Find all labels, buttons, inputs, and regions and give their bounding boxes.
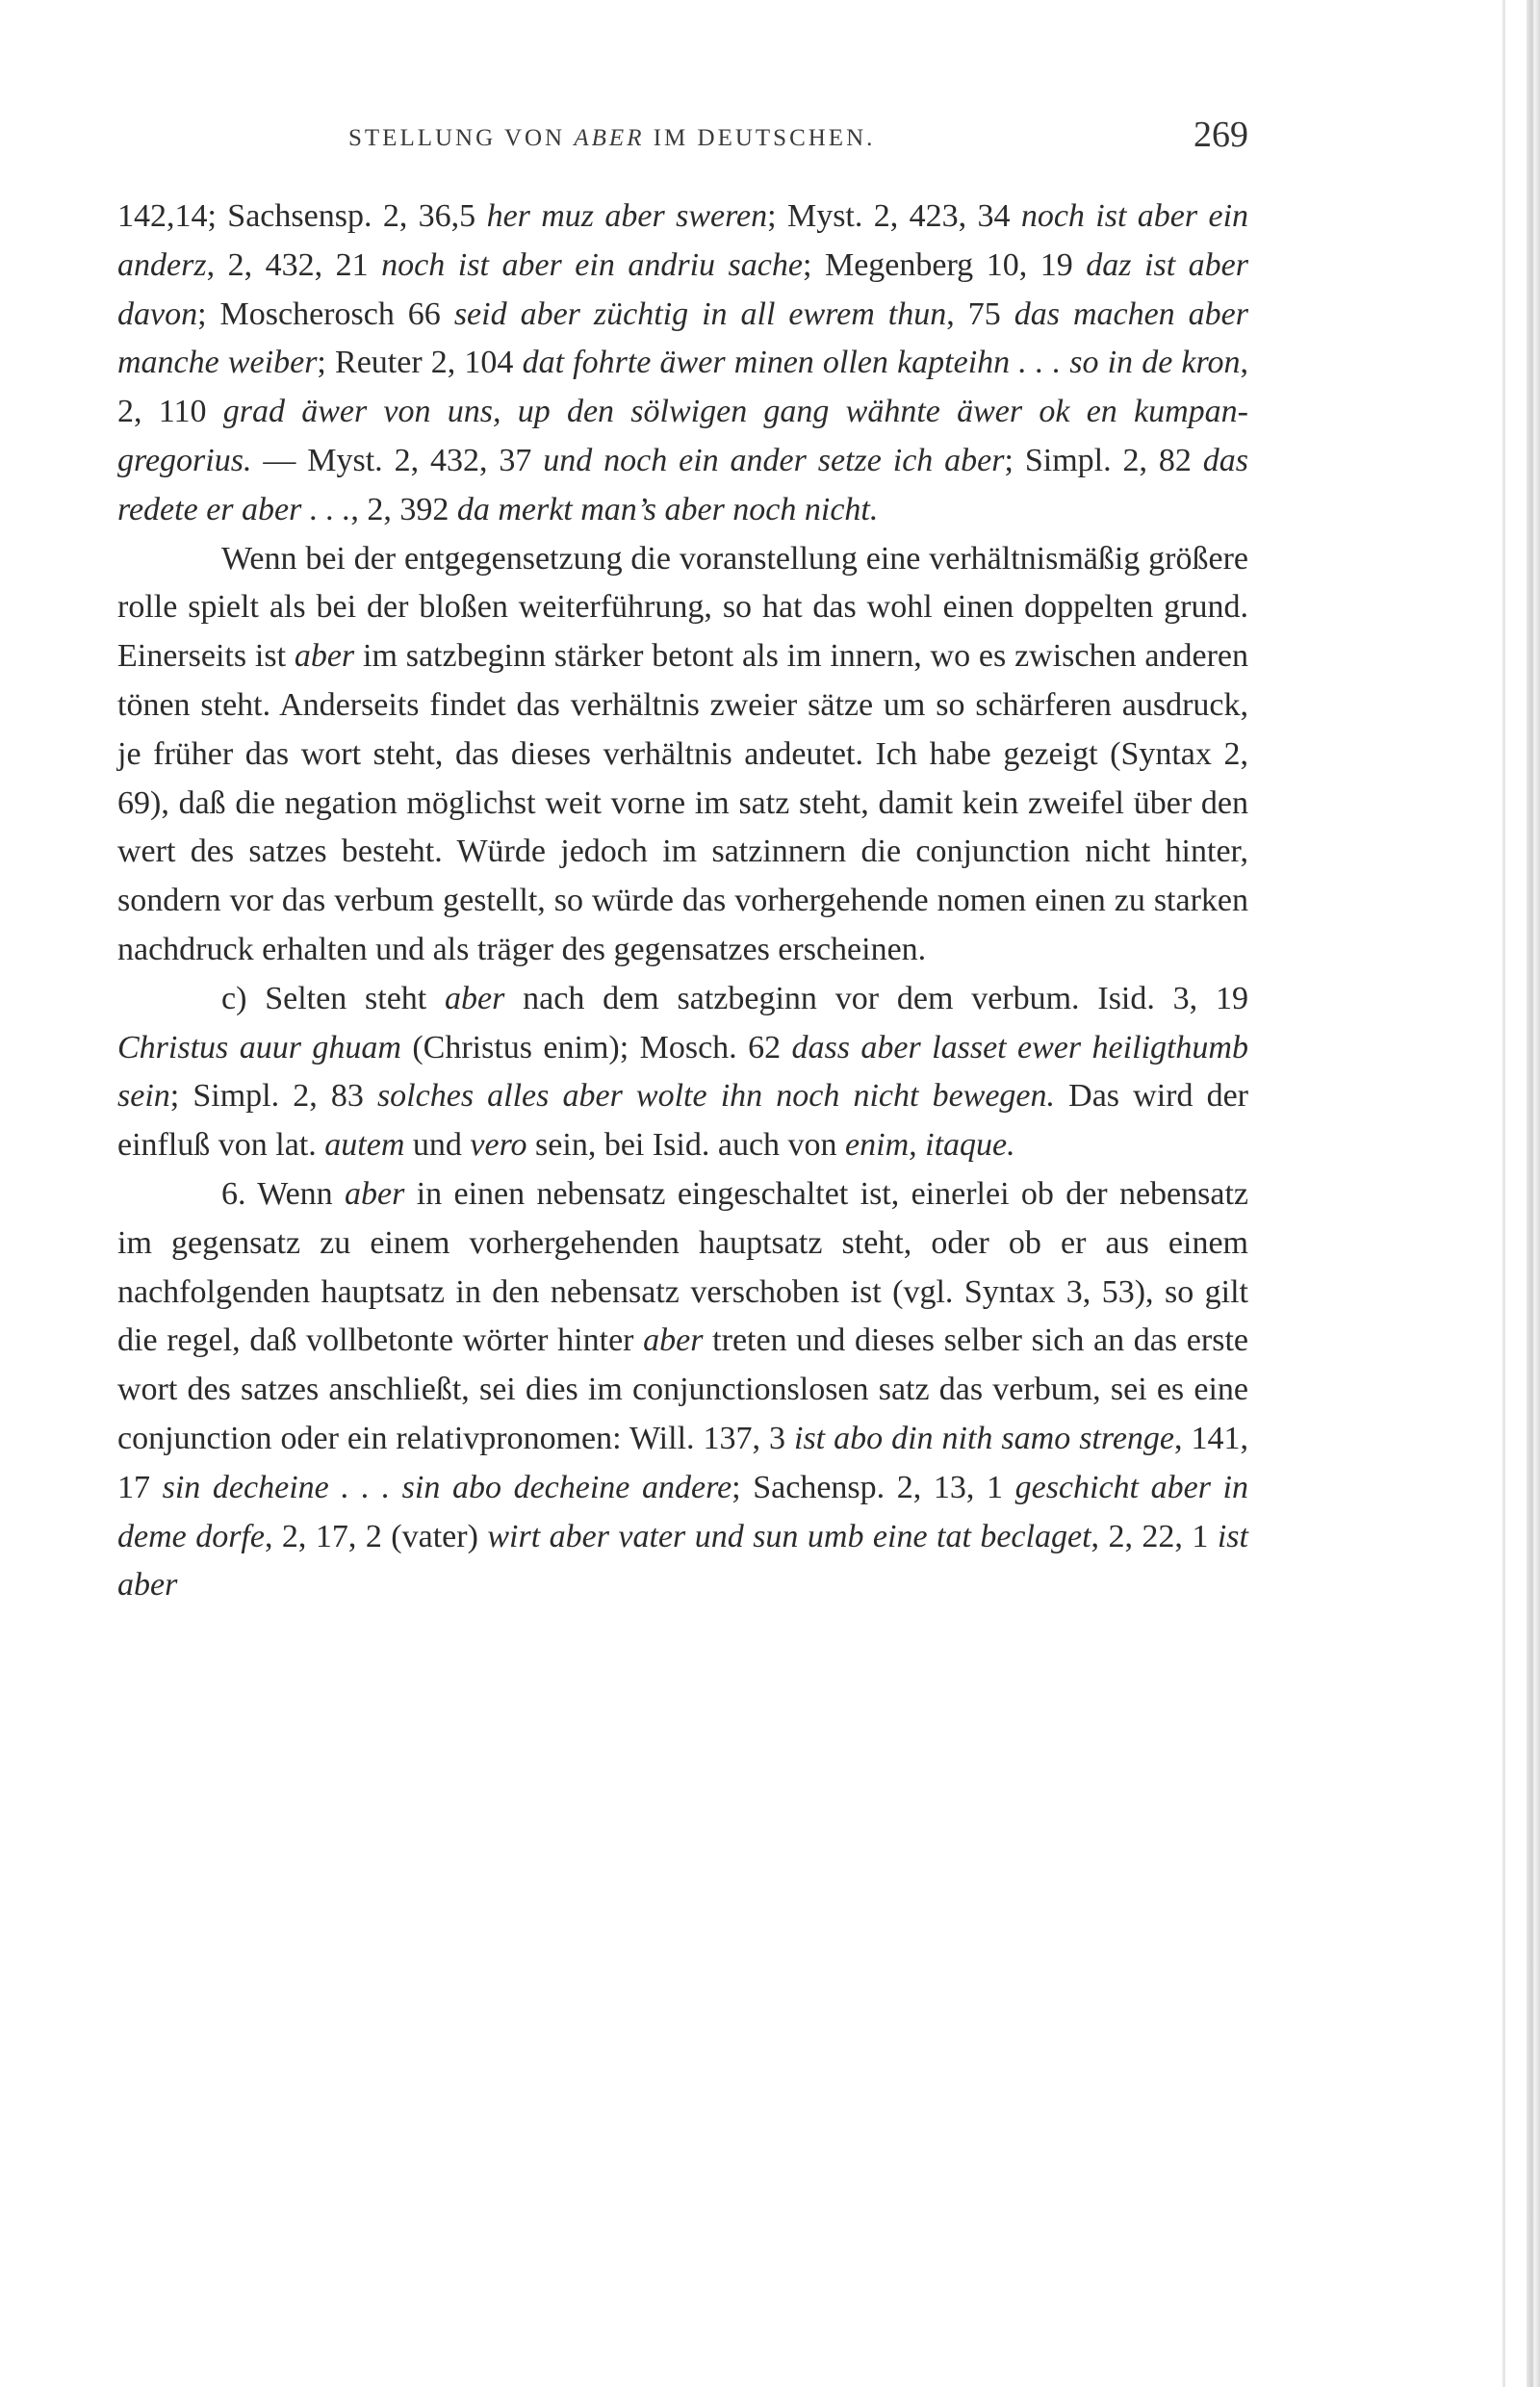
italic-text: ist abo din nith samo strenge [794, 1420, 1175, 1456]
text-run: , 2, 392 [350, 491, 457, 527]
page-edge [1527, 0, 1540, 2387]
page-number: 269 [1194, 115, 1248, 155]
text-run: , 2, 432, 21 [206, 246, 382, 283]
text-run: in einen nebensatz eingeschaltet ist, einerlei ob der nebensatz im gegensatz zu einem vorhergehenden hauptsatz steht, oder ob er aus einem nachfolgenden hauptsatz in den nebensatz verschoben ist (vgl. Syntax 3, 53), so gilt die regel, daß vollbetonte wörter hinter [117, 1175, 1248, 1359]
italic-text: vero [470, 1127, 527, 1164]
italic-text: noch ist aber ein anderz [117, 198, 1249, 283]
text-run: ; Sachensp. 2, 13, 1 [732, 1469, 1015, 1505]
page-edge-line [1502, 0, 1505, 2387]
text-run: c) Selten steht [221, 980, 446, 1016]
italic-text: sin decheine . . . sin abo decheine andere [162, 1469, 732, 1505]
italic-text: das machen aber manche weiber [117, 295, 1248, 381]
italic-text: her muz aber sweren [486, 198, 768, 234]
text-run: 142,14; Sachsensp. 2, 36,5 [117, 198, 487, 234]
italic-text: noch ist aber ein andriu sache [381, 246, 803, 283]
text-run: (Christus enim); Mosch. 62 [400, 1029, 792, 1065]
running-title [348, 125, 875, 152]
text-run: , 2, 22, 1 [1091, 1518, 1218, 1554]
italic-text: seid aber züchtig in all ewrem thun [453, 295, 947, 332]
italic-text: und noch ein ander setze ich aber [543, 442, 1005, 478]
text-run: ; Moscherosch 66 [197, 295, 454, 332]
paragraph [117, 1170, 1248, 1610]
italic-text: aber [294, 638, 355, 675]
running-title-part: IM DEUTSCHEN. [644, 125, 876, 151]
paragraph [117, 535, 1248, 975]
italic-text: grad äwer von uns, up den sölwigen gang wähnte äwer ok en kumpan-gregorius. [117, 394, 1248, 478]
running-title-part: STELLUNG VON [348, 125, 575, 151]
paragraph [117, 192, 1248, 535]
italic-text: daz ist aber davon [117, 246, 1248, 332]
text-run: ; Reuter 2, 104 [317, 345, 523, 381]
italic-text: dat fohrte äwer minen ollen kapteihn . . . so in de kron [522, 345, 1241, 381]
text-run: Das wird der einfluß von lat. [117, 1078, 1248, 1164]
running-title-italic: ABER [574, 125, 645, 151]
text-run: ; Myst. 2, 423, 34 [767, 198, 1021, 234]
italic-text: wirt aber vater und sun umb eine tat beclaget [487, 1518, 1091, 1554]
italic-text: autem [324, 1127, 405, 1164]
italic-text: ist aber [117, 1518, 1248, 1604]
body-text [117, 192, 1248, 1610]
italic-text: aber [643, 1322, 704, 1359]
running-header [117, 114, 1248, 171]
italic-text: aber [345, 1175, 405, 1212]
text-run: Wenn bei der entgegensetzung die voranstellung eine verhältnismäßig größere rolle spielt als bei der bloßen weiterführung, so hat das wohl einen doppelten grund. Einerseits ist [117, 540, 1248, 675]
italic-text: enim, itaque. [845, 1127, 1015, 1164]
text-run: — Myst. 2, 432, 37 [251, 442, 544, 478]
italic-text: geschicht aber in deme dorfe [117, 1469, 1249, 1554]
text-run: , 2, 110 [117, 345, 1248, 430]
text-run: und [404, 1127, 471, 1164]
text-run: , 2, 17, 2 (vater) [264, 1518, 488, 1554]
text-run: , 75 [946, 295, 1014, 332]
text-run: ; Megenberg 10, 19 [802, 246, 1087, 283]
text-run: ; Simpl. 2, 83 [169, 1078, 377, 1115]
text-run: 6. Wenn [221, 1175, 346, 1212]
italic-text: dass aber lasset ewer heiligthumb sein [117, 1029, 1248, 1115]
text-run: treten und dieses selber sich an das erste wort des satzes anschließt, sei dies im conjunctionslosen satz das verbum, sei es eine conjunction oder ein relativpronomen: Will. 137, 3 [117, 1322, 1248, 1456]
italic-text: da merkt man’s aber noch nicht. [456, 491, 879, 527]
text-run: sein, bei Isid. auch von [526, 1127, 846, 1164]
text-run: nach dem satzbeginn vor dem verbum. Isid. 3, 19 [504, 980, 1248, 1016]
text-run: ; Simpl. 2, 82 [1004, 442, 1203, 478]
italic-text: aber [445, 980, 505, 1016]
text-run: , 141, 17 [117, 1420, 1249, 1505]
text-run: im satzbeginn stärker betont als im innern, wo es zwischen anderen tönen steht. Anderseits findet das verhältnis zweier sätze um so schärferen ausdruck, je früher das wort steht, das dieses verhältnis andeutet. Ich habe gezeigt (Syntax 2, 69), daß die negation möglichst weit vorne im satz steht, damit kein zweifel über den wert des satzes besteht. Würde jedoch im satzinnern die conjunction nicht hinter, sondern vor das verbum gestellt, so würde das vorhergehende nomen einen zu starken nachdruck erhalten und als träger des gegensatzes erscheinen. [117, 638, 1248, 967]
italic-text: Christus auur ghuam [117, 1029, 401, 1065]
italic-text: solches alles aber wolte ihn noch nicht bewegen. [376, 1078, 1056, 1115]
paragraph [117, 975, 1248, 1170]
italic-text: das redete er aber . . . [117, 442, 1248, 527]
